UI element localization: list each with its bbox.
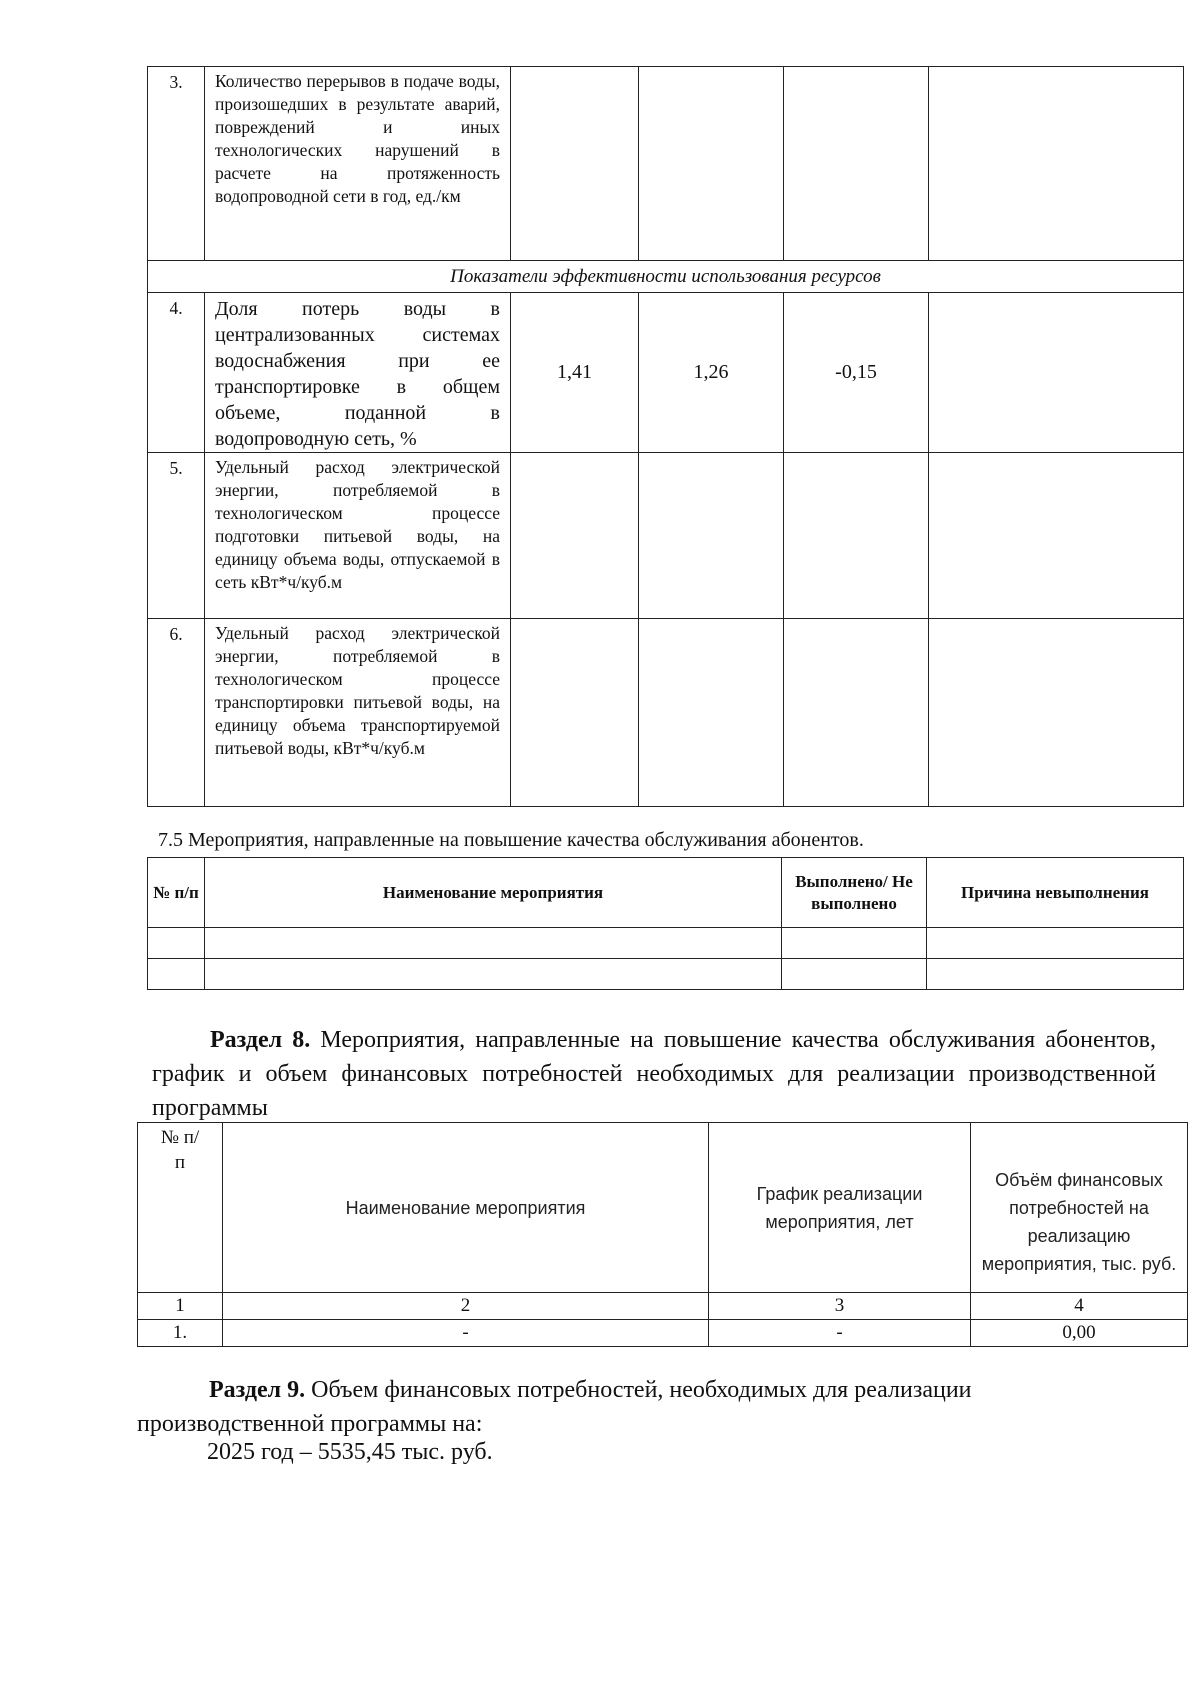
table-cell — [929, 67, 1184, 261]
row-number: 5. — [148, 453, 205, 619]
section-title: Показатели эффективности использования ресурсов — [148, 261, 1184, 293]
table-cell — [784, 453, 929, 619]
col-header-reason: Причина невыполнения — [927, 858, 1184, 928]
row-number: 6. — [148, 619, 205, 807]
table-row — [138, 1320, 1188, 1347]
section-8-paragraph — [152, 1023, 1156, 1125]
subsection-heading: 7.5 Мероприятия, направленные на повышение качества обслуживания абонентов. — [158, 829, 864, 851]
table-cell — [784, 67, 929, 261]
table-row — [148, 619, 1184, 807]
col-header-done: Выполнено/ Не выполнено — [782, 858, 927, 928]
col-header-finance — [971, 1123, 1188, 1293]
section-9-amount: 2025 год – 5535,45 тыс. руб. — [207, 1439, 493, 1465]
table-row — [148, 959, 1184, 990]
table-cell: 3 — [709, 1293, 971, 1320]
table-cell — [205, 928, 782, 959]
table-cell — [511, 619, 639, 807]
table-cell — [639, 453, 784, 619]
section-row — [148, 261, 1184, 293]
section-9-text: Объем финансовых потребностей, необходимых для реализации производственной программы на: — [137, 1377, 972, 1437]
section-8-label: Раздел 8. — [210, 1027, 311, 1053]
section-8-text: Мероприятия, направленные на повышение качества обслуживания абонентов, график и объем финансовых потребностей необходимых для реализации производственной программы — [152, 1027, 1156, 1121]
col-header-number: № п/п — [148, 858, 205, 928]
table-cell: - — [223, 1320, 709, 1347]
table-cell — [639, 619, 784, 807]
finance-table — [137, 1122, 1188, 1347]
table-cell — [927, 928, 1184, 959]
table-cell: 1. — [138, 1320, 223, 1347]
table-cell — [929, 619, 1184, 807]
indicator-description: Доля потерь воды в централизованных системах водоснабжения при ее транспортировке в общем объеме, поданной в водопроводную сеть, % — [205, 293, 511, 453]
col-header-number-label: № п/п — [160, 1127, 200, 1173]
indicator-description: Удельный расход электрической энергии, потребляемой в технологическом процессе подготовки питьевой воды, на единицу объема воды, отпускаемой в сеть кВт*ч/куб.м — [205, 453, 511, 619]
col-header-finance-label: Объём финансовых потребностей на реализацию мероприятия, тыс. руб. — [981, 1169, 1177, 1274]
table-cell — [929, 453, 1184, 619]
table-cell: 4 — [971, 1293, 1188, 1320]
table-row — [148, 293, 1184, 453]
table-cell — [511, 453, 639, 619]
section-9-paragraph — [137, 1373, 1157, 1441]
table-cell — [782, 928, 927, 959]
table-row — [148, 453, 1184, 619]
indicator-description: Удельный расход электрической энергии, потребляемой в технологическом процессе транспортировки питьевой воды, на единицу объема транспортируемой питьевой воды, кВт*ч/куб.м — [205, 619, 511, 807]
table-cell — [205, 959, 782, 990]
table-header-row — [148, 858, 1184, 928]
row-number: 3. — [148, 67, 205, 261]
indicator-description: Количество перерывов в подаче воды, произошедших в результате аварий, повреждений и иных технологических нарушений в расчете на протяженность водопроводной сети в год, ед./км — [205, 67, 511, 261]
table-cell: 2 — [223, 1293, 709, 1320]
table-cell — [782, 959, 927, 990]
col-header-name: Наименование мероприятия — [223, 1123, 709, 1293]
table-cell: - — [709, 1320, 971, 1347]
value-cell: 1,26 — [639, 293, 784, 453]
value-cell: -0,15 — [784, 293, 929, 453]
table-cell — [927, 959, 1184, 990]
row-number: 4. — [148, 293, 205, 453]
index-row — [138, 1293, 1188, 1320]
value-cell: 1,41 — [511, 293, 639, 453]
table-cell — [929, 293, 1184, 453]
table-cell — [784, 619, 929, 807]
col-header-number — [138, 1123, 223, 1293]
table-row — [148, 928, 1184, 959]
table-cell — [639, 67, 784, 261]
table-row — [148, 67, 1184, 261]
table-header-row — [138, 1123, 1188, 1293]
section-9-label: Раздел 9. — [209, 1377, 306, 1403]
col-header-name: Наименование мероприятия — [205, 858, 782, 928]
measures-table — [147, 857, 1184, 990]
table-cell — [148, 928, 205, 959]
table-cell — [511, 67, 639, 261]
indicators-table — [147, 66, 1184, 807]
table-cell — [148, 959, 205, 990]
col-header-schedule: График реализации мероприятия, лет — [709, 1123, 971, 1293]
table-cell: 1 — [138, 1293, 223, 1320]
table-cell: 0,00 — [971, 1320, 1188, 1347]
